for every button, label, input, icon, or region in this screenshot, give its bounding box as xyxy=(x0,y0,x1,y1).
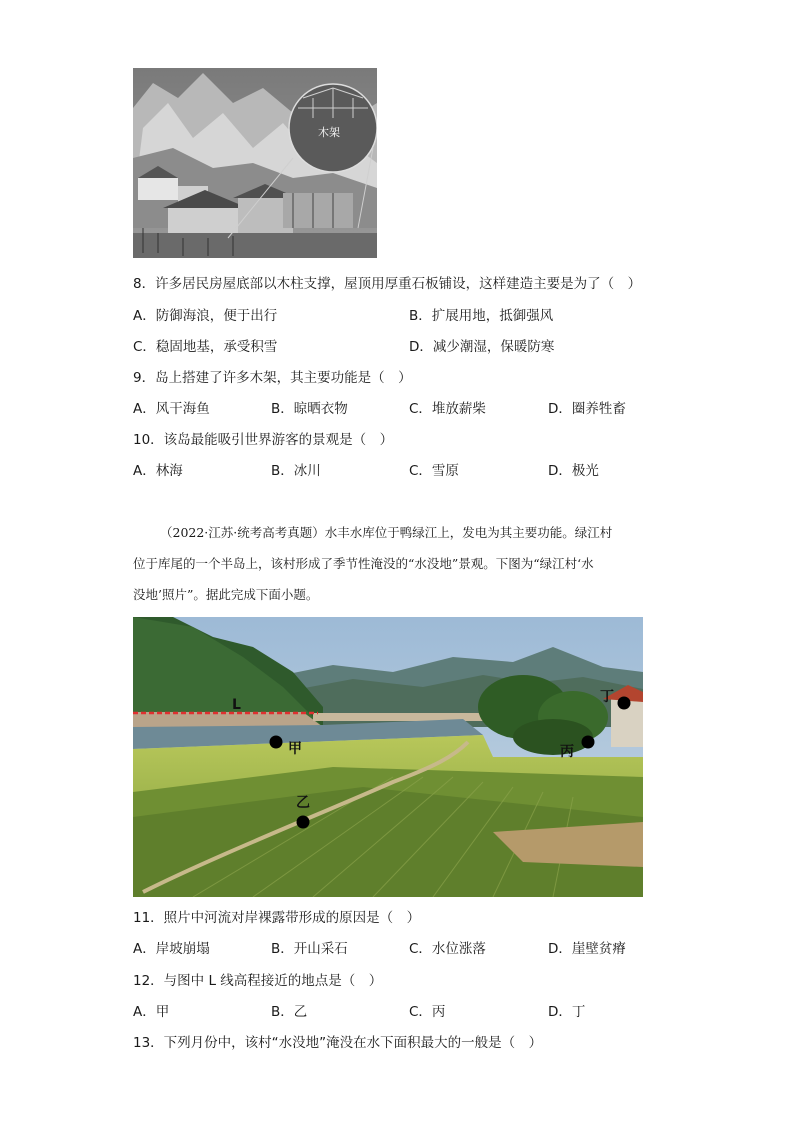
q11-option-c[interactable]: C．水位涨落 xyxy=(409,941,486,957)
reservoir-photo xyxy=(133,617,643,897)
question-13-stem: 13．下列月份中，该村“水没地”淹没在水下面积最大的一般是（ ） xyxy=(133,1035,543,1051)
question-8-stem: 8．许多居民房屋底部以木柱支撑，屋顶用厚重石板铺设，这样建造主要是为了（ ） xyxy=(133,276,642,292)
village-photo xyxy=(133,68,377,258)
label-jia: 甲 xyxy=(288,741,302,757)
q12-option-c[interactable]: C．丙 xyxy=(409,1004,446,1020)
q12-option-a[interactable]: A．甲 xyxy=(133,1004,170,1020)
q9-option-a[interactable]: A．风干海鱼 xyxy=(133,401,210,417)
q8-option-b[interactable]: B．扩展用地，抵御强风 xyxy=(409,308,554,324)
q10-option-c[interactable]: C．雪原 xyxy=(409,463,459,479)
passage-line-2: 位于库尾的一个半岛上，该村形成了季节性淹没的“水没地”景观。下图为“绿江村‘水 xyxy=(133,556,594,571)
question-11-stem: 11．照片中河流对岸裸露带形成的原因是（ ） xyxy=(133,910,421,926)
q8-option-c[interactable]: C．稳固地基，承受积雪 xyxy=(133,339,278,355)
q11-option-a[interactable]: A．岸坡崩塌 xyxy=(133,941,210,957)
q11-option-b[interactable]: B．开山采石 xyxy=(271,941,348,957)
q10-option-d[interactable]: D．极光 xyxy=(548,463,599,479)
question-12-stem: 12．与图中 L 线高程接近的地点是（ ） xyxy=(133,973,383,989)
q11-option-d[interactable]: D．崖壁贫瘠 xyxy=(548,941,626,957)
label-ding: 丁 xyxy=(600,689,614,705)
question-10-stem: 10．该岛最能吸引世界游客的景观是（ ） xyxy=(133,432,394,448)
q8-option-a[interactable]: A．防御海浪，便于出行 xyxy=(133,308,278,324)
wood-rack-label: 木架 xyxy=(318,126,340,139)
q12-option-b[interactable]: B．乙 xyxy=(271,1004,308,1020)
label-yi: 乙 xyxy=(296,795,310,811)
q8-option-d[interactable]: D．减少潮湿，保暖防寒 xyxy=(409,339,555,355)
passage-line-1: （2022·江苏·统考高考真题）水丰水库位于鸭绿江上，发电为其主要功能。绿江村 xyxy=(160,525,613,540)
q10-option-b[interactable]: B．冰川 xyxy=(271,463,321,479)
q10-option-a[interactable]: A．林海 xyxy=(133,463,183,479)
q12-option-d[interactable]: D．丁 xyxy=(548,1004,586,1020)
label-l: L xyxy=(232,697,241,713)
passage-line-3: 没地’照片”。据此完成下面小题。 xyxy=(133,587,319,602)
q9-option-d[interactable]: D．圈养牲畜 xyxy=(548,401,626,417)
q9-option-b[interactable]: B．晾晒衣物 xyxy=(271,401,348,417)
label-bing: 丙 xyxy=(560,744,574,760)
question-9-stem: 9．岛上搭建了许多木架，其主要功能是（ ） xyxy=(133,370,412,386)
q9-option-c[interactable]: C．堆放薪柴 xyxy=(409,401,486,417)
